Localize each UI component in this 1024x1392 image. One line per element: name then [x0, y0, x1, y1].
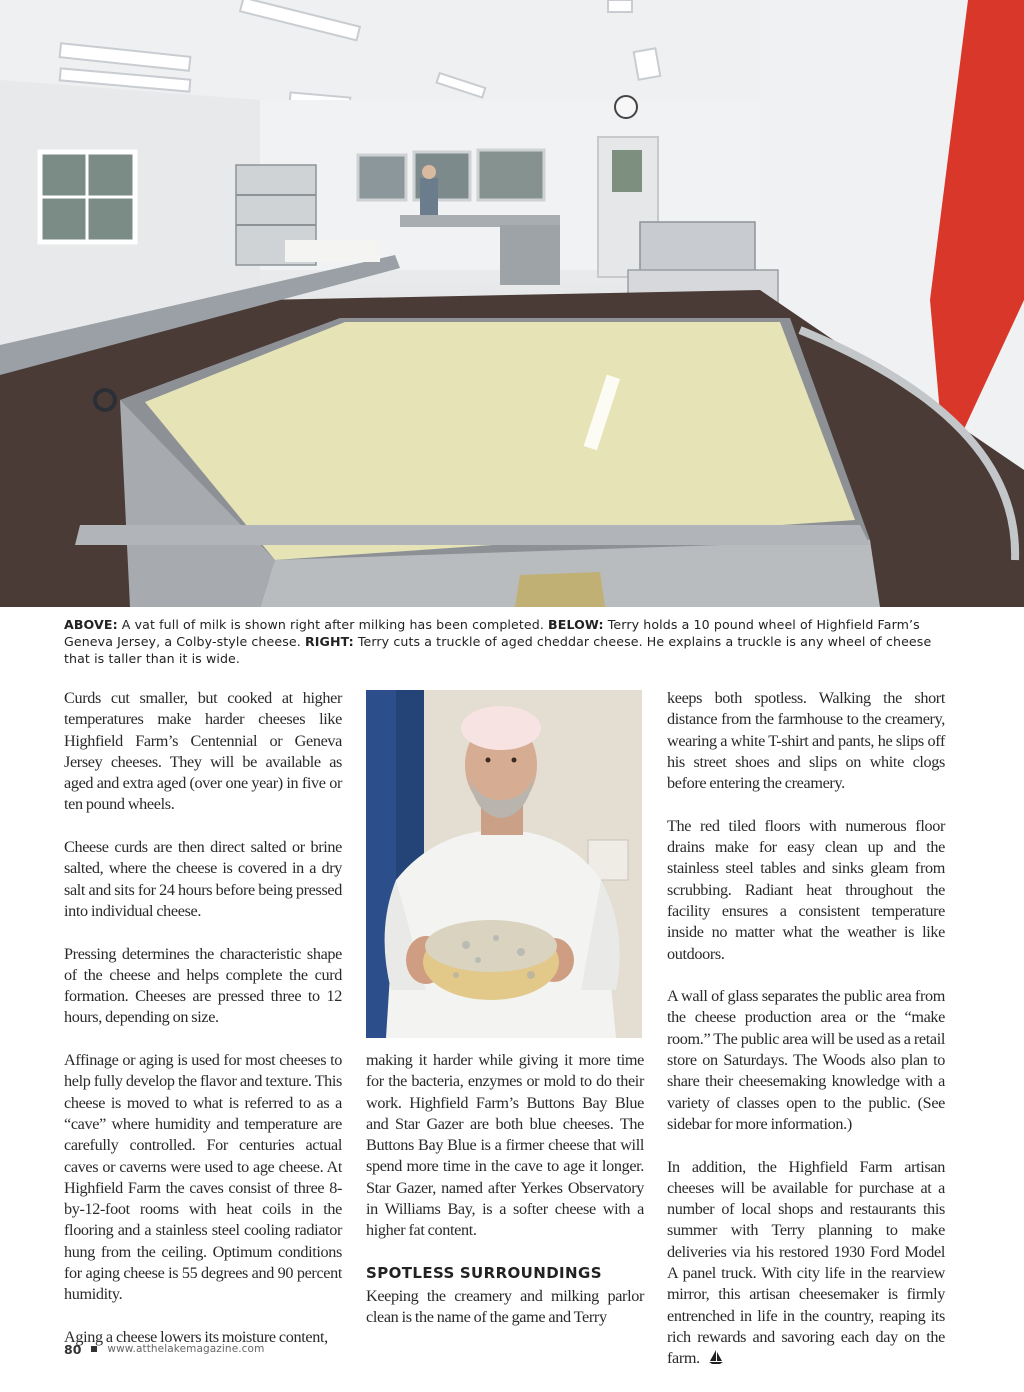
paragraph: Keeping the creamery and milking parlor clean is the name of the game and Terry: [366, 1286, 644, 1327]
caption-below-label: BELOW:: [548, 617, 604, 632]
article-column-2: [366, 1050, 644, 1329]
paragraph: Cheese curds are then direct salted or brine salted, where the cheese is covered in a dry salt and sits for 24 hours before being pressed into individual cheese.: [64, 838, 342, 920]
caption-right-label: RIGHT:: [304, 634, 354, 649]
article-column-1: [64, 688, 342, 1348]
article-column-3: [667, 688, 945, 1372]
portrait-illustration: [366, 690, 642, 1038]
paragraph: The red tiled floors with numerous floor drains make for easy clean up and the stainless steel tables and sinks gleam from scrubbing. Radiant heat throughout the facility ensures a consistent temperature inside no matter what the weather is like outdoors.: [667, 816, 945, 963]
paragraph-final: [667, 1157, 945, 1372]
hero-photo-illustration: [0, 0, 1024, 607]
paragraph-final-text: In addition, the Highfield Farm artisan cheeses will be available for purchase at a number of local shops and restaurants this summer with Terry planning to make deliveries via his restored 1930 Ford Model A panel truck. With city life in the rearview mirror, this artisan cheesemaker is firmly entrenched in life in the country, reaping its rich rewards and savoring each day on the farm.: [667, 1157, 945, 1368]
caption-above-text: A vat full of milk is shown right after milking has been completed.: [117, 617, 549, 632]
paragraph: making it harder while giving it more time for the bacteria, enzymes or mold to do their work. Highfield Farm’s Buttons Bay Blue and Star Gazer are both blue cheeses. The Buttons Bay Blue is a firmer cheese that will spend more time in the cave to age it longer. Star Gazer, named after Yerkes Observatory in Williams Bay, is a softer cheese with a higher fat content.: [366, 1051, 644, 1240]
square-separator-icon: [91, 1346, 97, 1352]
paragraph: A wall of glass separates the public area from the cheese production area or the “make room.” The public area will be used as a retail store on Saturdays. The Woods also plan to share their cheesemaking knowledge with a variety of classes open to the public. (See sidebar for more information.): [667, 987, 945, 1133]
page-footer: [64, 1341, 264, 1357]
paragraph: Curds cut smaller, but cooked at higher temperatures make harder cheeses like Highfield Farm’s Centennial or Geneva Jersey cheeses. They will be available as aged and extra aged (over one year) in five or ten pound wheels.: [64, 689, 342, 814]
hero-photo-cheese-vat: [0, 0, 1024, 607]
caption-below-text: Terry holds a 10 pound wheel of Highfield Farm’s Geneva Jersey, a Colby-style cheese.: [64, 617, 920, 649]
photo-caption: [64, 616, 946, 667]
paragraph: Pressing determines the characteristic shape of the cheese and helps complete the curd formation. Cheeses are pressed three to 12 hours, depending on size.: [64, 944, 342, 1027]
paragraph: Affinage or aging is used for most cheeses to help fully develop the flavor and texture. This cheese is moved to what is referred to as a “cave” where humidity and temperature are carefully controlled. For centuries actual caves or caverns were used to age cheese. At Highfield Farm the caves consist of three 8-by-12-foot rooms with heat coils in the flooring and a stainless steel cooling radiator hung from the ceiling. Optimum conditions for aging cheese is 55 degrees and 90 percent humidity.: [64, 1051, 342, 1304]
page-number: 80: [64, 1341, 82, 1357]
sailboat-end-icon: [708, 1349, 724, 1371]
portrait-photo-terry-cheese-wheel: [366, 690, 642, 1038]
section-subhead: SPOTLESS SURROUNDINGS: [366, 1263, 602, 1282]
website-url: www.atthelakemagazine.com: [107, 1343, 265, 1355]
caption-above-label: ABOVE:: [64, 617, 118, 632]
caption-right-text: Terry cuts a truckle of aged cheddar cheese. He explains a truckle is any wheel of cheese that is taller than it is wide.: [64, 634, 932, 666]
paragraph: Aging a cheese lowers its moisture content,: [64, 1327, 328, 1346]
paragraph: keeps both spotless. Walking the short distance from the farmhouse to the creamery, wearing a white T-shirt and pants, he slips off his street shoes and slips on white clogs before entering the creamery.: [667, 689, 945, 793]
